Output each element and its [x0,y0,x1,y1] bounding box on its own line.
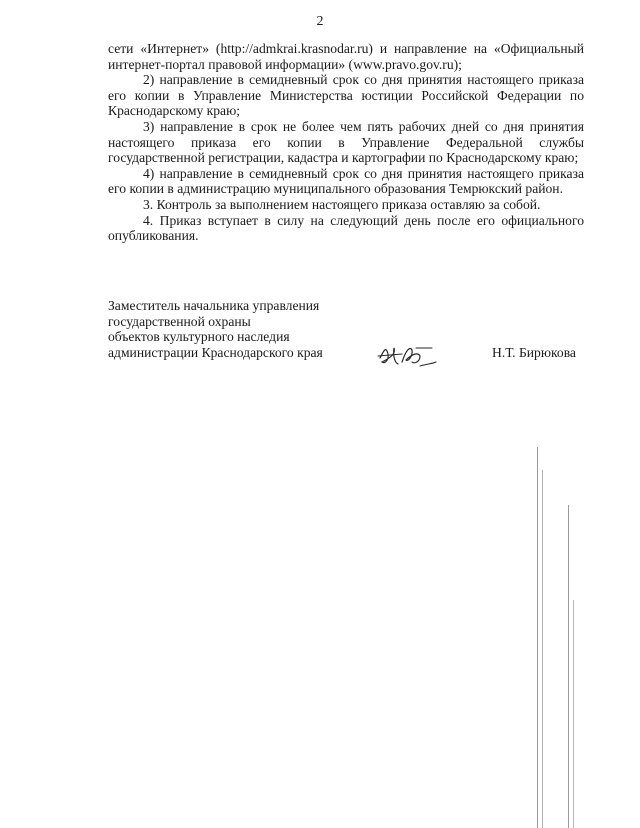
paragraph-item-4: 4) направление в семидневный срок со дня принятия настоящего приказа его копии в администрацию муниципального образования Темрюкский район. [108,165,584,197]
handwritten-signature-icon [376,340,438,370]
scan-artifact-line [537,447,538,828]
scan-artifact-line [542,470,543,828]
scan-artifact-line [568,505,569,828]
paragraph-item-2: 2) направление в семидневный срок со дня принятия настоящего приказа его копии в Управление Министерства юстиции Российской Федерации по Краснодарскому краю; [108,72,584,119]
signer-position-line: администрации Краснодарского края [108,344,323,360]
signer-position-line: государственной охраны [108,313,251,329]
paragraph-publication-continued: сети «Интернет» (http://admkrai.krasnodar.ru) и направление на «Официальный интернет-портал правовой информации» (www.pravo.gov.ru); [108,41,584,72]
signer-position [108,298,323,360]
paragraph-clause-3: 3. Контроль за выполнением настоящего приказа оставляю за собой. [143,196,541,212]
scan-artifact-line [573,600,574,828]
signer-position-line: объектов культурного наследия [108,329,290,345]
document-body [108,41,584,244]
page-number: 2 [316,14,324,29]
signer-position-line: Заместитель начальника управления [108,298,320,313]
paragraph-clause-4: 4. Приказ вступает в силу на следующий день после его официального опубликования. [108,212,584,244]
signer-name: Н.Т. Бирюкова [492,345,576,360]
paragraph-item-3: 3) направление в срок не более чем пять рабочих дней со дня принятия настоящего приказа его копии в Управление Федеральной службы государственной регистрации, кадастра и картографии по Краснодарскому краю; [108,118,584,166]
